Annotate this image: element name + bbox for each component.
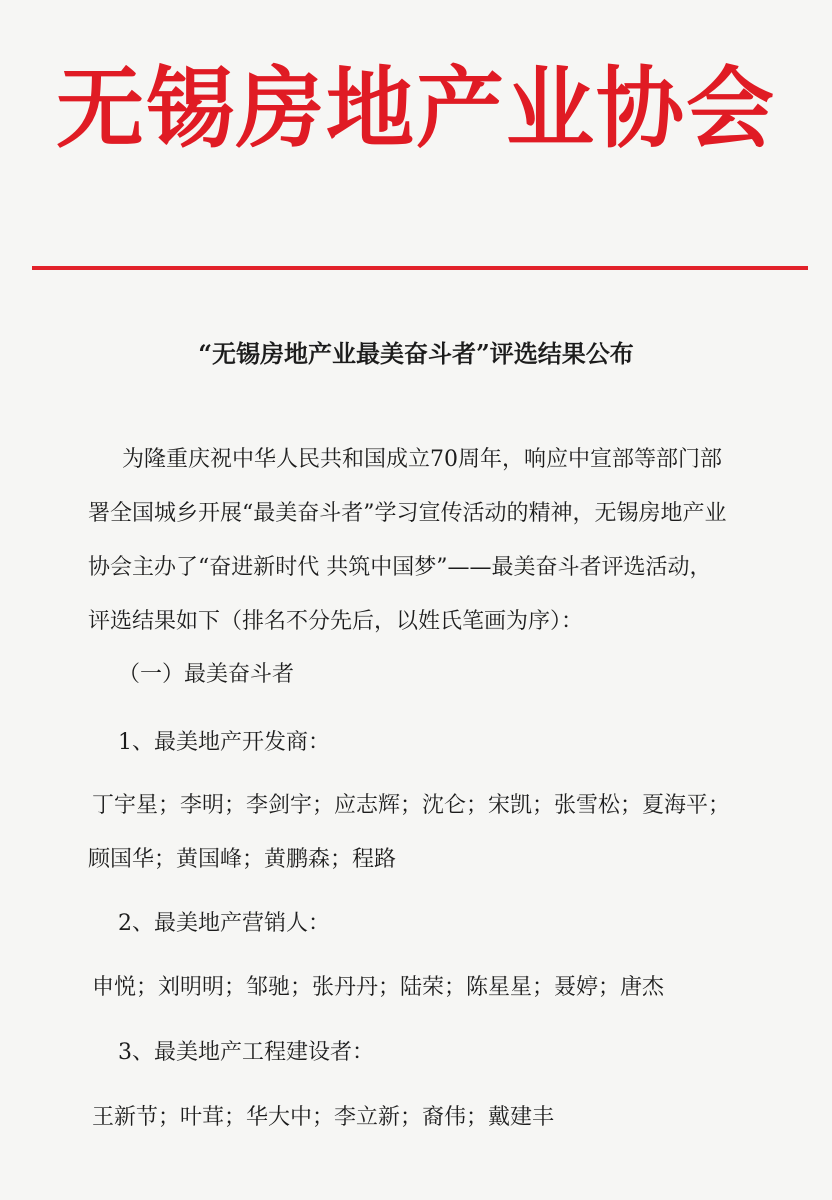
name-list-construction: 王新节；叶茸；华大中；李立新；裔伟；戴建丰 <box>92 1105 555 1130</box>
name-list-developers-line-1: 丁宇星；李明；李剑宇；应志辉；沈仑；宋凯；张雪松；夏海平； <box>92 793 731 818</box>
intro-paragraph-line-4: 评选结果如下（排名不分先后，以姓氏笔画为序）： <box>88 609 584 634</box>
section-heading-most-beautiful-strivers: （一）最美奋斗者 <box>118 662 295 687</box>
intro-paragraph-line-1: 为隆重庆祝中华人民共和国成立70周年，响应中宣部等部门部 <box>122 447 722 472</box>
letterhead-red-rule <box>32 266 808 270</box>
intro-paragraph-line-3: 协会主办了“奋进新时代 共筑中国梦”——最美奋斗者评选活动， <box>88 555 712 580</box>
category-heading-construction: 3、最美地产工程建设者： <box>118 1040 374 1065</box>
name-list-developers-line-2: 顾国华；黄国峰；黄鹏森；程路 <box>88 847 397 872</box>
category-heading-marketers: 2、最美地产营销人： <box>118 911 330 936</box>
intro-paragraph-line-2: 署全国城乡开展“最美奋斗者”学习宣传活动的精神，无锡房地产业 <box>88 501 727 526</box>
category-heading-developers: 1、最美地产开发商： <box>118 730 330 755</box>
name-list-marketers: 申悦；刘明明；邹驰；张丹丹；陆荣；陈星星；聂婷；唐杰 <box>92 975 665 1000</box>
document-title: “无锡房地产业最美奋斗者”评选结果公布 <box>198 339 634 368</box>
letterhead-org-name: 无锡房地产业协会 <box>55 56 776 160</box>
